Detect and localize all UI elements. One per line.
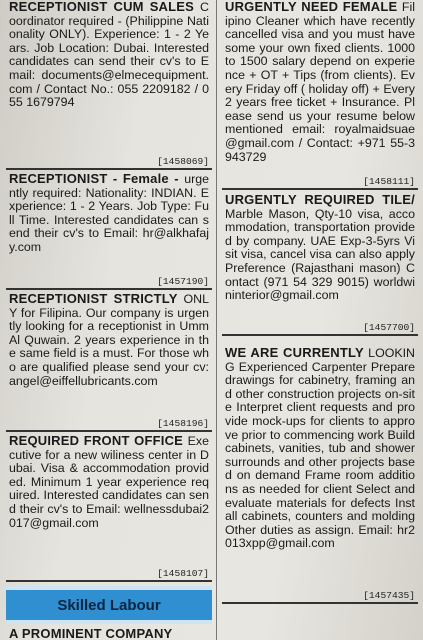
ad-receptionist-female xyxy=(6,172,212,290)
right-column xyxy=(222,0,418,604)
ad-heading: RECEPTIONIST STRICTLY xyxy=(9,292,184,306)
ad-body: LOOKING Experienced Carpenter Prepare drawings for cabinetry, framing and other construction projects on-site Interpret client requests and provide mock-ups for clients to approve prior to commencing work Build cabinets, vanities, tub and shower surrounds and other projects based on demand Frame room additions as needed for client Select and evaluate materials for defects Install cabinets, counters and molding Other duties as assign. Email: hr2013xpp@gmail.com xyxy=(225,346,415,551)
next-ad-heading: A PROMINENT COMPANY xyxy=(9,626,173,640)
ad-receptionist-cum-sales xyxy=(6,0,212,170)
ad-body: Filipino Cleaner which have recently cancelled visa and you must have some your own fixed clients. 1000 to 1500 salary depend on experience + OT + Tips (from clients). Every Friday off ( holiday off) + Every 2 years free ticket + Insurance. Please send us your resume below mentioned email: royalmaidsuae@gmail.com / Contact: +971 55-3943729 xyxy=(225,0,415,164)
ad-ref-number: [1458069] xyxy=(157,156,209,167)
ad-ref-number: [1457435] xyxy=(363,590,415,601)
ad-heading: RECEPTIONIST CUM SALES xyxy=(9,0,201,14)
ad-urgently-need-female xyxy=(222,0,418,190)
ad-heading: REQUIRED FRONT OFFICE xyxy=(9,434,188,448)
ad-body: Coordinator required - (Philippine Nationality ONLY). Experience: 1 - 2 Years. Job Location: Dubai. Interested candidates can send their cv's to Email: documents@elmecequipment.com / Contact No.: 055 2209182 / 055 1679794 xyxy=(9,0,209,110)
ad-required-front-office xyxy=(6,434,212,582)
ad-we-are-currently xyxy=(222,346,418,604)
ad-body: urgently required: Nationality: INDIAN. Experience: 1 - 2 Years. Job Type: Full Time. Interested candidates can send their cv's to Email: hr@alkhafajy.com xyxy=(9,172,209,254)
ad-body: Marble Mason, Qty-10 visa, accommodation, transportation provided by company. UAE Exp-3-5yrs Visit visa, cancel visa can also apply Preference (Rajasthani mason) Contact (971 54 329 9015) worldwininterior@gmail.com xyxy=(225,206,415,303)
ad-ref-number: [1458111] xyxy=(363,176,415,187)
ad-heading: WE ARE CURRENTLY xyxy=(225,346,369,360)
left-column xyxy=(6,0,212,640)
ad-ref-number: [1457190] xyxy=(157,276,209,287)
ad-ref-number: [1458196] xyxy=(157,418,209,429)
ad-urgently-required-tile xyxy=(222,193,418,336)
ad-heading: RECEPTIONIST - Female - xyxy=(9,172,185,186)
ad-body: ONLY for Filipina. Our company is urgently looking for a receptionist in Umm Al Quwain. 2 years experience in the same field is a must. For those who are qualified please send your cv: angel@eiffellubricants.com xyxy=(9,292,209,388)
ad-heading: URGENTLY REQUIRED TILE/ xyxy=(225,193,415,207)
column-divider xyxy=(216,0,217,640)
ad-ref-number: [1458107] xyxy=(157,568,209,579)
ad-receptionist-strictly xyxy=(6,292,212,432)
ad-ref-number: [1457700] xyxy=(363,322,415,333)
section-banner-skilled-labour: Skilled Labour xyxy=(6,590,212,620)
ad-heading: URGENTLY NEED FEMALE xyxy=(225,0,402,14)
ad-body: Executive for a new wiliness center in Dubai. Visa & accommodation provided. Minimum 1 year experience required. Interested candidates can send their cv's to Email: wellnessdubai2017@gmail.com xyxy=(9,434,209,530)
